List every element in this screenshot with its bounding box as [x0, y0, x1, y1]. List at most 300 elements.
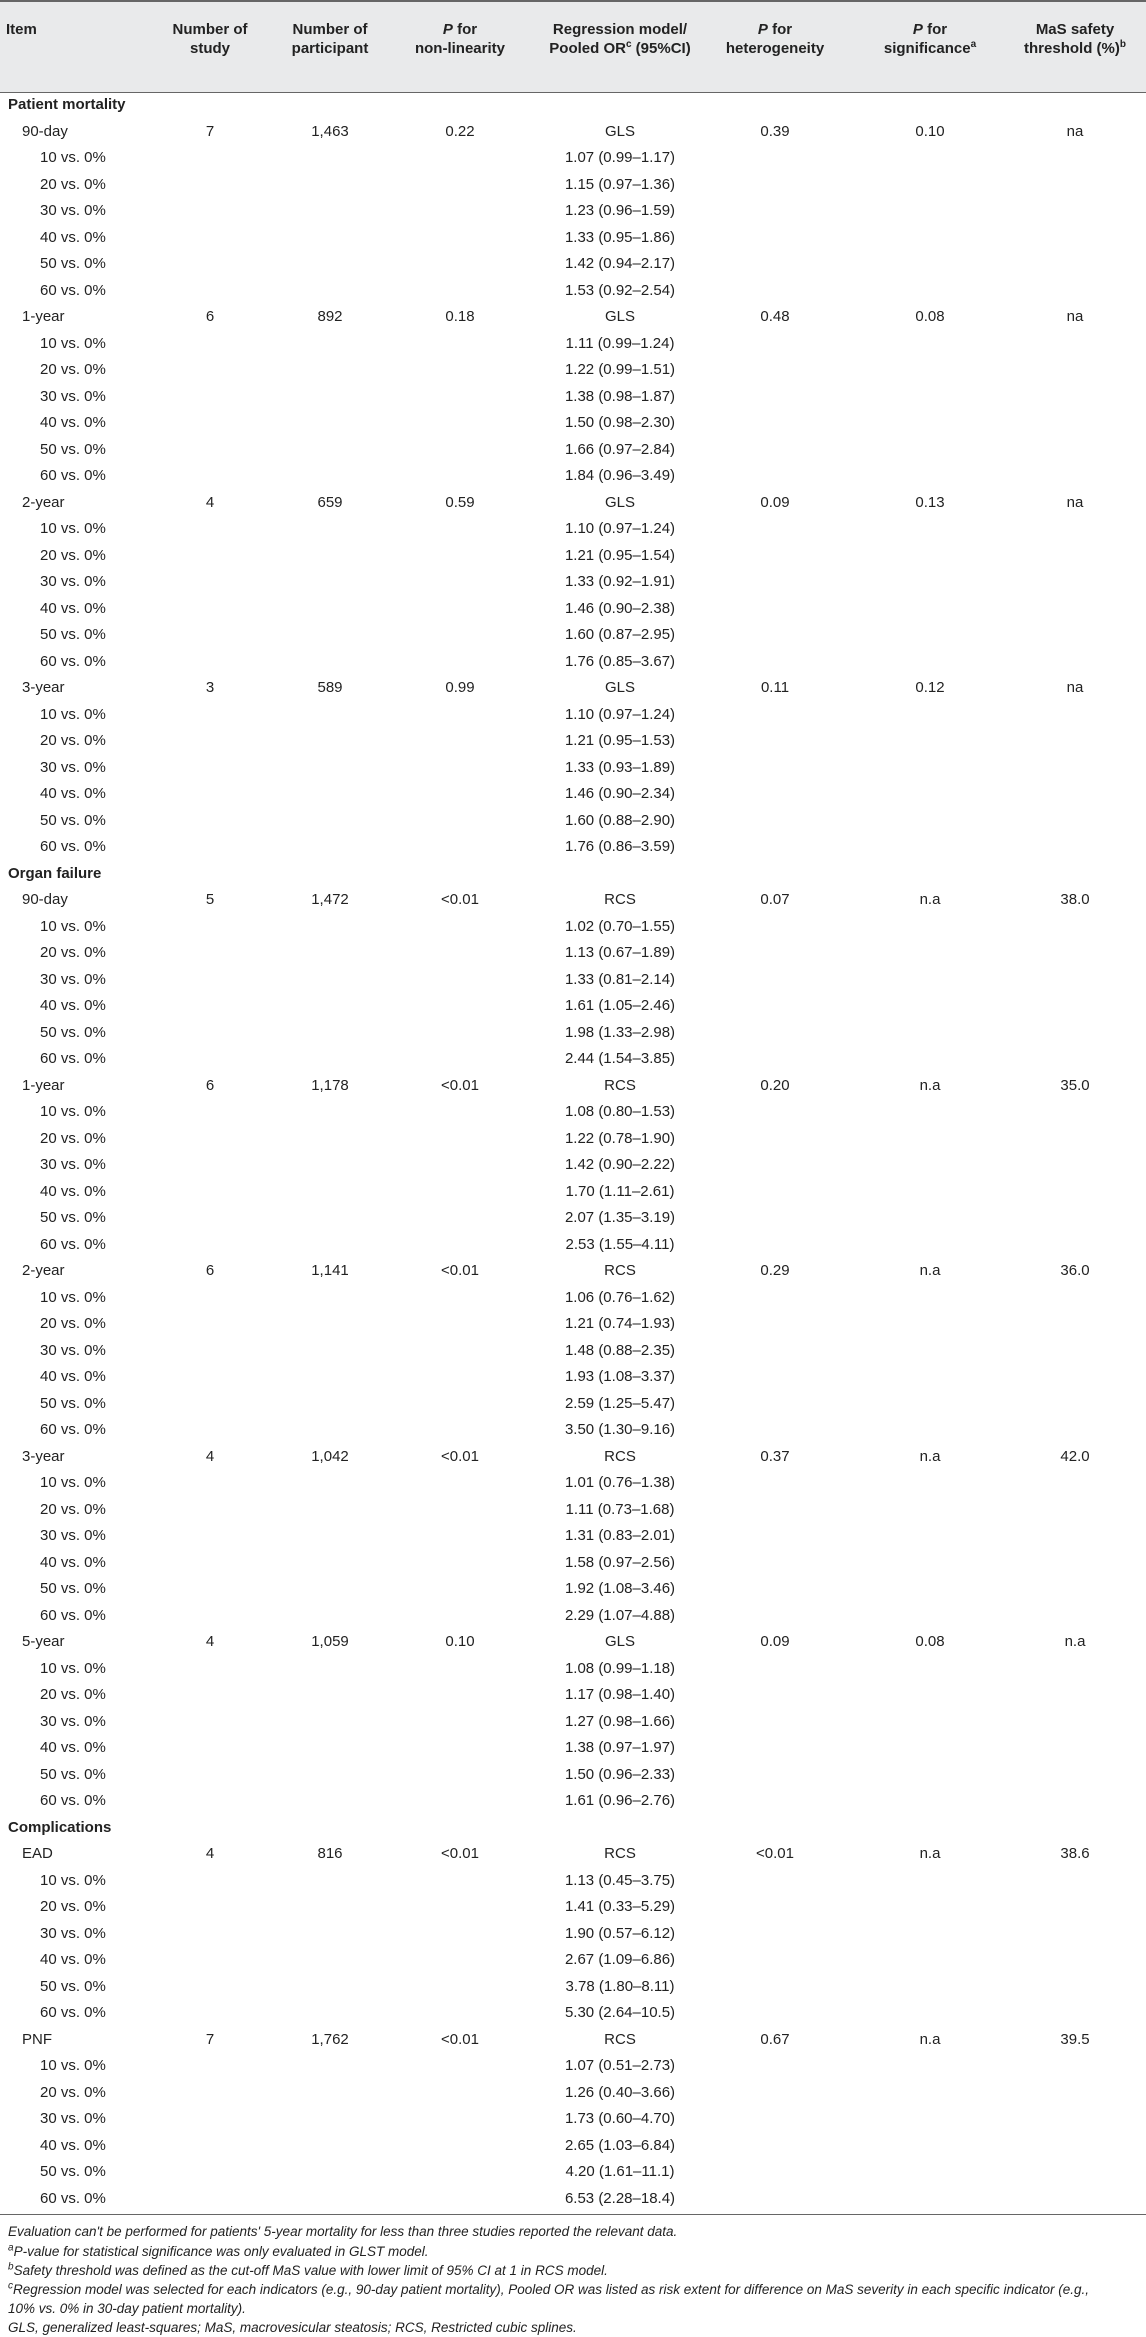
contrast-label: 20 vs. 0% [40, 1686, 106, 1703]
contrast-row [0, 834, 1146, 861]
header-het-line1: for [767, 21, 793, 38]
pooled-or-cell: 1.60 (0.87–2.95) [564, 626, 676, 643]
pooled-or-cell: 2.29 (1.07–4.88) [564, 1606, 676, 1624]
participant-count-cell: 1,463 [311, 122, 349, 140]
study-count-cell: 4 [205, 1447, 215, 1465]
pooled-or-cell: 1.58 (0.97–2.56) [564, 1553, 676, 1571]
p-heterogeneity-cell: 0.11 [760, 679, 790, 696]
footnote-c-text-1: Regression model was selected for each indicators (e.g., 90-day patient mortality), Pooled OR was listed as risk extent for difference on MaS severity in each specific indicator (e.g., [13, 2282, 1089, 2297]
regression-model-cell: RCS [604, 1845, 636, 1862]
contrast-row [0, 357, 1146, 384]
group-label: 90-day [22, 122, 68, 140]
contrast-row [0, 1947, 1146, 1974]
contrast-label: 10 vs. 0% [40, 1474, 106, 1491]
p-nonlinearity-cell: <0.01 [441, 1845, 479, 1862]
group-label: 3-year [22, 1447, 65, 1465]
p-nonlinearity-cell: 0.10 [445, 1633, 475, 1650]
contrast-row [0, 1126, 1146, 1153]
pooled-or-cell: 1.92 (1.08–3.46) [564, 1580, 676, 1597]
pooled-or-cell: 1.13 (0.67–1.89) [564, 944, 676, 961]
pooled-or-cell: 1.33 (0.81–2.14) [564, 970, 676, 988]
contrast-label: 30 vs. 0% [40, 2110, 106, 2127]
group-row [0, 887, 1146, 914]
p-nonlinearity-cell: 0.22 [445, 122, 475, 140]
contrast-row [0, 2186, 1146, 2213]
contrast-row [0, 198, 1146, 225]
contrast-label: 40 vs. 0% [40, 1739, 106, 1756]
participant-count-cell: 892 [317, 308, 343, 325]
group-row [0, 119, 1146, 146]
p-heterogeneity-cell: 0.37 [760, 1447, 790, 1465]
pooled-or-cell: 1.90 (0.57–6.12) [564, 1924, 676, 1942]
contrast-label: 10 vs. 0% [40, 2057, 106, 2074]
pooled-or-cell: 2.65 (1.03–6.84) [564, 2136, 676, 2154]
pooled-or-cell: 4.20 (1.61–11.1) [565, 2163, 675, 2180]
contrast-row [0, 1921, 1146, 1948]
pooled-or-cell: 1.11 (0.99–1.24) [565, 334, 675, 352]
contrast-row [0, 755, 1146, 782]
pooled-or-cell: 2.59 (1.25–5.47) [564, 1394, 676, 1412]
section-title: Patient mortality [8, 96, 126, 113]
p-nonlinearity-cell: <0.01 [441, 891, 479, 908]
group-label: 1-year [22, 1076, 65, 1094]
contrast-label: 60 vs. 0% [40, 1421, 106, 1438]
contrast-label: 30 vs. 0% [40, 1924, 106, 1942]
contrast-row [0, 808, 1146, 835]
contrast-row [0, 1735, 1146, 1762]
pooled-or-cell: 1.06 (0.76–1.62) [564, 1288, 676, 1306]
group-label: EAD [22, 1845, 53, 1862]
pooled-or-cell: 1.84 (0.96–3.49) [564, 467, 676, 484]
pooled-or-cell: 1.76 (0.86–3.59) [564, 838, 676, 855]
pooled-or-cell: 1.42 (0.90–2.22) [564, 1156, 676, 1173]
contrast-label: 10 vs. 0% [40, 705, 106, 723]
contrast-row [0, 331, 1146, 358]
mas-threshold-cell: na [1066, 122, 1084, 140]
contrast-label: 30 vs. 0% [40, 1156, 106, 1173]
section-row [0, 1815, 1146, 1842]
mas-threshold-cell: na [1066, 308, 1084, 325]
contrast-row [0, 2000, 1146, 2027]
group-row [0, 1841, 1146, 1868]
contrast-row [0, 967, 1146, 994]
contrast-label: 50 vs. 0% [40, 626, 106, 643]
participant-count-cell: 589 [317, 679, 343, 696]
pooled-or-cell: 1.23 (0.96–1.59) [564, 202, 676, 219]
pooled-or-cell: 1.60 (0.88–2.90) [564, 811, 676, 829]
group-row [0, 1444, 1146, 1471]
pooled-or-cell: 1.41 (0.33–5.29) [564, 1898, 676, 1915]
p-heterogeneity-cell: 0.29 [760, 1262, 790, 1279]
pooled-or-cell: 1.46 (0.90–2.38) [564, 599, 676, 617]
p-heterogeneity-cell: 0.20 [760, 1076, 790, 1094]
header-sig-line2: significance [883, 40, 971, 57]
group-label: 3-year [22, 679, 65, 696]
contrast-label: 30 vs. 0% [40, 1527, 106, 1544]
mas-threshold-cell: na [1066, 493, 1084, 511]
footnote-c [8, 2280, 1133, 2299]
pooled-or-cell: 3.50 (1.30–9.16) [564, 1421, 676, 1438]
pooled-or-cell: 1.42 (0.94–2.17) [564, 255, 676, 272]
pooled-or-cell: 1.31 (0.83–2.01) [564, 1527, 676, 1544]
pooled-or-cell: 1.17 (0.98–1.40) [564, 1686, 676, 1703]
pooled-or-cell: 1.02 (0.70–1.55) [564, 917, 676, 935]
contrast-label: 10 vs. 0% [40, 1103, 106, 1120]
contrast-row [0, 649, 1146, 676]
pooled-or-cell: 1.53 (0.92–2.54) [564, 281, 676, 299]
contrast-label: 30 vs. 0% [40, 202, 106, 219]
contrast-label: 20 vs. 0% [40, 361, 106, 378]
contrast-label: 40 vs. 0% [40, 2136, 106, 2154]
contrast-row [0, 516, 1146, 543]
p-heterogeneity-cell: 0.67 [760, 2030, 790, 2048]
contrast-row [0, 1576, 1146, 1603]
pooled-or-cell: 1.33 (0.92–1.91) [564, 573, 676, 590]
footnote-intro: Evaluation can't be performed for patients' 5-year mortality for less than three studies reported the relevant data. [8, 2224, 678, 2239]
study-count-cell: 6 [205, 1076, 215, 1094]
p-nonlinearity-cell: <0.01 [441, 1447, 479, 1465]
header-number-of-participant [260, 20, 400, 58]
contrast-label: 50 vs. 0% [40, 1977, 106, 1995]
header-mas-line1: MaS safety [1035, 21, 1115, 38]
pooled-or-cell: 1.93 (1.08–3.37) [564, 1368, 676, 1385]
pooled-or-cell: 2.53 (1.55–4.11) [565, 1235, 675, 1253]
p-heterogeneity-cell: 0.09 [760, 493, 790, 511]
contrast-row [0, 1762, 1146, 1789]
table-bottom-rule [0, 2214, 1146, 2215]
regression-model-cell: RCS [604, 2030, 636, 2048]
contrast-row [0, 278, 1146, 305]
pooled-or-cell: 1.76 (0.85–3.67) [564, 652, 676, 670]
pooled-or-cell: 1.11 (0.73–1.68) [565, 1500, 675, 1518]
p-significance-cell: 0.08 [915, 1633, 945, 1650]
pooled-or-cell: 1.22 (0.78–1.90) [564, 1129, 676, 1147]
contrast-label: 10 vs. 0% [40, 149, 106, 166]
study-count-cell: 3 [205, 679, 215, 696]
contrast-row [0, 225, 1146, 252]
contrast-label: 60 vs. 0% [40, 1050, 106, 1067]
p-nonlinearity-cell: 0.59 [445, 493, 475, 511]
group-label: 2-year [22, 493, 65, 511]
contrast-label: 40 vs. 0% [40, 1368, 106, 1385]
group-row [0, 1629, 1146, 1656]
contrast-label: 50 vs. 0% [40, 1580, 106, 1597]
contrast-label: 60 vs. 0% [40, 467, 106, 484]
section-title: Organ failure [8, 864, 102, 882]
header-p-heterogeneity [700, 20, 850, 58]
p-significance-cell: 0.12 [915, 679, 945, 696]
participant-count-cell: 1,762 [311, 2030, 349, 2048]
contrast-row [0, 1364, 1146, 1391]
contrast-label: 60 vs. 0% [40, 281, 106, 299]
contrast-row [0, 1656, 1146, 1683]
regression-model-cell: GLS [604, 679, 635, 696]
study-count-cell: 7 [205, 122, 215, 140]
contrast-label: 30 vs. 0% [40, 758, 106, 776]
study-count-cell: 4 [205, 493, 215, 511]
p-significance-cell: n.a [919, 891, 941, 908]
contrast-label: 60 vs. 0% [40, 2004, 106, 2021]
p-heterogeneity-cell: 0.39 [760, 122, 790, 140]
mas-threshold-cell: 35.0 [1060, 1076, 1090, 1094]
p-nonlinearity-cell: 0.18 [445, 308, 475, 325]
contrast-row [0, 569, 1146, 596]
regression-model-cell: GLS [604, 1633, 635, 1650]
contrast-label: 10 vs. 0% [40, 334, 106, 352]
participant-count-cell: 1,042 [311, 1447, 349, 1465]
contrast-row [0, 728, 1146, 755]
header-participant-line2: participant [291, 40, 369, 57]
contrast-label: 30 vs. 0% [40, 970, 106, 988]
p-heterogeneity-cell: 0.09 [760, 1633, 790, 1650]
contrast-row [0, 1603, 1146, 1630]
pooled-or-cell: 1.70 (1.11–2.61) [565, 1182, 675, 1200]
pooled-or-cell: 1.48 (0.88–2.35) [564, 1341, 676, 1359]
contrast-row [0, 702, 1146, 729]
contrast-label: 40 vs. 0% [40, 1553, 106, 1571]
contrast-label: 20 vs. 0% [40, 1898, 106, 1915]
contrast-row [0, 2106, 1146, 2133]
contrast-label: 60 vs. 0% [40, 1606, 106, 1624]
contrast-label: 40 vs. 0% [40, 1182, 106, 1200]
pooled-or-cell: 1.07 (0.99–1.17) [564, 149, 676, 166]
contrast-row [0, 1020, 1146, 1047]
mas-threshold-cell: n.a [1064, 1633, 1086, 1650]
contrast-label: 20 vs. 0% [40, 944, 106, 961]
contrast-label: 10 vs. 0% [40, 917, 106, 935]
pooled-or-cell: 1.50 (0.96–2.33) [564, 1765, 676, 1783]
contrast-row [0, 781, 1146, 808]
contrast-row [0, 410, 1146, 437]
contrast-label: 40 vs. 0% [40, 228, 106, 246]
header-het-line2: heterogeneity [725, 40, 825, 57]
p-nonlinearity-cell: <0.01 [441, 1262, 479, 1279]
group-label: PNF [22, 2030, 52, 2048]
contrast-label: 40 vs. 0% [40, 414, 106, 431]
header-p-significance [855, 20, 1005, 58]
contrast-row [0, 993, 1146, 1020]
pooled-or-cell: 1.38 (0.97–1.97) [564, 1739, 676, 1756]
group-row [0, 2027, 1146, 2054]
contrast-label: 60 vs. 0% [40, 652, 106, 670]
contrast-row [0, 940, 1146, 967]
p-nonlinearity-cell: 0.99 [445, 679, 475, 696]
contrast-row [0, 1470, 1146, 1497]
pooled-or-cell: 1.01 (0.76–1.38) [564, 1474, 676, 1491]
pooled-or-cell: 6.53 (2.28–18.4) [564, 2189, 676, 2207]
pooled-or-cell: 2.07 (1.35–3.19) [564, 1209, 676, 1226]
contrast-label: 10 vs. 0% [40, 1871, 106, 1889]
contrast-row [0, 384, 1146, 411]
participant-count-cell: 1,141 [311, 1262, 349, 1279]
pooled-or-cell: 1.33 (0.95–1.86) [564, 228, 676, 246]
contrast-row [0, 2053, 1146, 2080]
contrast-label: 20 vs. 0% [40, 2083, 106, 2101]
header-mas-sup: b [1119, 39, 1126, 50]
pooled-or-cell: 2.44 (1.54–3.85) [564, 1050, 676, 1067]
contrast-row [0, 543, 1146, 570]
contrast-label: 20 vs. 0% [40, 546, 106, 564]
p-significance-cell: n.a [919, 1447, 941, 1465]
pooled-or-cell: 1.46 (0.90–2.34) [564, 785, 676, 802]
contrast-row [0, 1099, 1146, 1126]
header-study-line1: Number of [172, 21, 248, 38]
participant-count-cell: 659 [317, 493, 343, 511]
contrast-row [0, 1311, 1146, 1338]
contrast-label: 50 vs. 0% [40, 811, 106, 829]
study-count-cell: 6 [205, 1262, 215, 1279]
mas-threshold-cell: 42.0 [1060, 1447, 1090, 1465]
pooled-or-cell: 3.78 (1.80–8.11) [565, 1977, 675, 1995]
pooled-or-cell: 1.13 (0.45–3.75) [564, 1871, 676, 1889]
header-number-of-study [150, 20, 270, 58]
contrast-label: 10 vs. 0% [40, 1659, 106, 1677]
group-row [0, 304, 1146, 331]
p-significance-cell: n.a [919, 1845, 941, 1862]
regression-model-cell: RCS [604, 891, 636, 908]
p-nonlinearity-cell: <0.01 [441, 1076, 479, 1094]
contrast-label: 20 vs. 0% [40, 732, 106, 749]
contrast-row [0, 1497, 1146, 1524]
contrast-label: 40 vs. 0% [40, 1951, 106, 1968]
header-sig-line1: for [922, 21, 948, 38]
contrast-row [0, 437, 1146, 464]
regression-model-cell: RCS [604, 1262, 636, 1279]
header-model-line1: Regression model/ [552, 21, 688, 38]
group-label: 90-day [22, 891, 68, 908]
contrast-label: 50 vs. 0% [40, 1023, 106, 1041]
pooled-or-cell: 1.10 (0.97–1.24) [564, 520, 676, 537]
footnote-b [8, 2261, 1133, 2280]
header-mas-line2: threshold (%) [1024, 40, 1120, 57]
pooled-or-cell: 2.67 (1.09–6.86) [564, 1951, 676, 1968]
contrast-label: 10 vs. 0% [40, 1288, 106, 1306]
regression-model-cell: RCS [604, 1447, 636, 1465]
contrast-row [0, 1417, 1146, 1444]
study-count-cell: 6 [205, 308, 215, 325]
footnote-a-mark: a [8, 2242, 14, 2254]
contrast-label: 30 vs. 0% [40, 387, 106, 405]
pooled-or-cell: 1.66 (0.97–2.84) [564, 440, 676, 458]
contrast-label: 50 vs. 0% [40, 2163, 106, 2180]
contrast-label: 20 vs. 0% [40, 1500, 106, 1518]
p-nonlinearity-cell: <0.01 [441, 2030, 479, 2048]
regression-model-cell: GLS [604, 493, 635, 511]
p-heterogeneity-cell: <0.01 [756, 1845, 794, 1862]
pooled-or-cell: 1.73 (0.60–4.70) [564, 2110, 676, 2127]
group-row [0, 1258, 1146, 1285]
header-p-nonlinearity [390, 20, 530, 58]
header-item-text: Item [6, 21, 37, 38]
table-header [0, 0, 1146, 93]
mas-threshold-cell: 39.5 [1060, 2030, 1090, 2048]
pooled-or-cell: 1.61 (0.96–2.76) [564, 1792, 676, 1809]
pooled-or-cell: 1.38 (0.98–1.87) [564, 387, 676, 405]
header-model-sup: c [625, 39, 632, 50]
pooled-or-cell: 1.08 (0.99–1.18) [564, 1659, 676, 1677]
contrast-row [0, 1232, 1146, 1259]
pooled-or-cell: 1.22 (0.99–1.51) [564, 361, 676, 378]
contrast-row [0, 1338, 1146, 1365]
header-sig-sup: a [970, 39, 977, 50]
footnote-a-text: P-value for statistical significance was only evaluated in GLST model. [13, 2244, 429, 2259]
p-significance-cell: n.a [919, 1262, 941, 1279]
pooled-or-cell: 1.21 (0.74–1.93) [564, 1315, 676, 1332]
contrast-label: 30 vs. 0% [40, 1341, 106, 1359]
contrast-row [0, 2159, 1146, 2186]
pooled-or-cell: 1.98 (1.33–2.98) [564, 1023, 676, 1041]
participant-count-cell: 1,178 [311, 1076, 349, 1094]
header-model-line2b: (95%CI) [631, 40, 691, 57]
group-label: 2-year [22, 1262, 65, 1279]
header-regression-model [520, 20, 720, 58]
contrast-label: 30 vs. 0% [40, 1712, 106, 1730]
contrast-row [0, 1788, 1146, 1815]
section-row [0, 861, 1146, 888]
contrast-row [0, 1179, 1146, 1206]
regression-model-cell: GLS [604, 308, 635, 325]
contrast-row [0, 463, 1146, 490]
header-model-line2a: Pooled OR [549, 40, 626, 57]
contrast-label: 40 vs. 0% [40, 997, 106, 1014]
study-count-cell: 4 [205, 1845, 215, 1862]
contrast-label: 50 vs. 0% [40, 440, 106, 458]
contrast-label: 40 vs. 0% [40, 785, 106, 802]
contrast-row [0, 2080, 1146, 2107]
footnote-b-text: Safety threshold was defined as the cut-off MaS value with lower limit of 95% CI at 1 in RCS model. [13, 2263, 608, 2278]
header-participant-line1: Number of [292, 21, 368, 38]
contrast-label: 60 vs. 0% [40, 838, 106, 855]
contrast-row [0, 172, 1146, 199]
contrast-label: 20 vs. 0% [40, 1129, 106, 1147]
study-count-cell: 5 [205, 891, 215, 908]
pooled-or-cell: 1.08 (0.80–1.53) [564, 1103, 676, 1120]
contrast-row [0, 1523, 1146, 1550]
contrast-row [0, 1046, 1146, 1073]
pooled-or-cell: 1.33 (0.93–1.89) [564, 758, 676, 776]
group-row [0, 675, 1146, 702]
contrast-row [0, 1550, 1146, 1577]
contrast-label: 60 vs. 0% [40, 1792, 106, 1809]
contrast-row [0, 1894, 1146, 1921]
header-nonlin-line1: for [452, 21, 478, 38]
contrast-row [0, 1868, 1146, 1895]
contrast-label: 20 vs. 0% [40, 175, 106, 193]
pooled-or-cell: 1.21 (0.95–1.54) [564, 546, 676, 564]
contrast-row [0, 1682, 1146, 1709]
footnote-b-mark: b [8, 2261, 14, 2273]
mas-threshold-cell: 36.0 [1060, 1262, 1090, 1279]
header-mas-threshold [1005, 20, 1145, 58]
participant-count-cell: 816 [317, 1845, 343, 1862]
mas-threshold-cell: 38.0 [1060, 891, 1090, 908]
header-nonlin-line2: non-linearity [414, 40, 505, 57]
header-het-p: P [757, 21, 768, 38]
footnote-abbreviations: GLS, generalized least-squares; MaS, macrovesicular steatosis; RCS, Restricted cubic splines. [8, 2320, 577, 2335]
header-nonlin-p: P [442, 21, 453, 38]
p-heterogeneity-cell: 0.07 [760, 891, 790, 908]
contrast-row [0, 1974, 1146, 2001]
group-label: 5-year [22, 1633, 65, 1650]
contrast-row [0, 1205, 1146, 1232]
p-heterogeneity-cell: 0.48 [760, 308, 790, 325]
pooled-or-cell: 1.10 (0.97–1.24) [564, 705, 676, 723]
contrast-row [0, 145, 1146, 172]
contrast-label: 50 vs. 0% [40, 255, 106, 272]
contrast-row [0, 1152, 1146, 1179]
group-row [0, 1073, 1146, 1100]
section-title: Complications [8, 1818, 112, 1836]
